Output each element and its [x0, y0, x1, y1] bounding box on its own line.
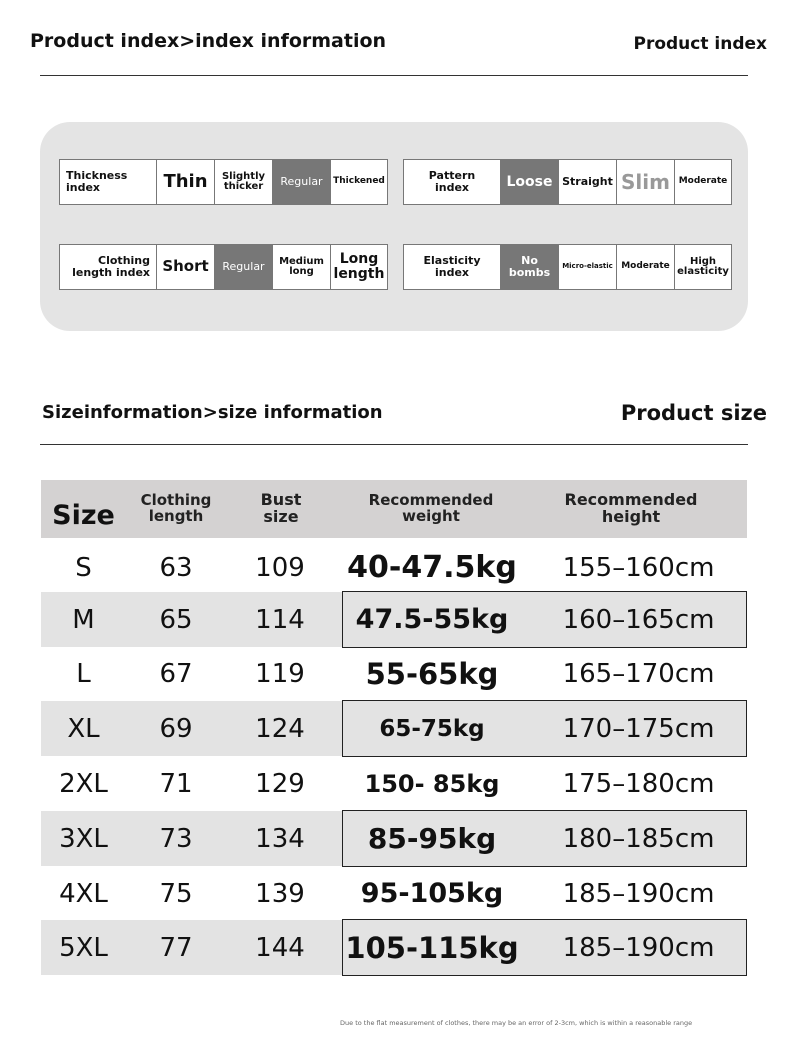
- elasticity-option-moderate: Moderate: [616, 245, 674, 289]
- cell-size: 2XL: [59, 768, 108, 799]
- cell-length: 73: [159, 823, 193, 854]
- cell-bust: 144: [255, 932, 305, 963]
- cell-size: XL: [67, 713, 100, 744]
- header-recommended-height: Recommended height: [564, 490, 698, 526]
- table-row: [41, 756, 747, 811]
- cell-height: 165–170cm: [562, 658, 715, 689]
- table-row: [41, 811, 747, 866]
- divider: [40, 444, 748, 445]
- table-row: [41, 592, 747, 647]
- length-option-regular-selected: Regular: [214, 245, 272, 289]
- cell-height: 155–160cm: [562, 552, 715, 583]
- cell-bust: 129: [255, 768, 305, 799]
- cell-size: L: [76, 658, 91, 689]
- cell-height: 180–185cm: [562, 823, 715, 854]
- cell-weight: 105-115kg: [345, 930, 519, 965]
- cell-length: 67: [159, 658, 193, 689]
- cell-weight: 47.5-55kg: [355, 604, 509, 635]
- cell-weight: 55-65kg: [365, 656, 499, 691]
- thickness-option-thickened: Thickened: [330, 160, 387, 204]
- footnote: Due to the flat measurement of clothes, there may be an error of 2-3cm, which is within a reasonable range: [340, 1019, 693, 1027]
- cell-size: 4XL: [59, 878, 108, 909]
- length-option-long-length: Long length: [330, 245, 387, 289]
- pattern-option-straight: Straight: [558, 160, 616, 204]
- section-label: Product index: [633, 34, 767, 54]
- cell-bust: 139: [255, 878, 305, 909]
- cell-length: 69: [159, 713, 193, 744]
- cell-bust: 124: [255, 713, 305, 744]
- cell-length: 65: [159, 604, 193, 635]
- table-row: [41, 540, 747, 595]
- thickness-index-label: Thickness index: [60, 160, 156, 204]
- elasticity-option-micro-elastic: Micro-elastic: [558, 245, 616, 289]
- table-row: [41, 866, 747, 921]
- cell-size: M: [72, 604, 95, 635]
- cell-height: 170–175cm: [562, 713, 715, 744]
- length-option-medium-long: Medium long: [272, 245, 330, 289]
- pattern-option-moderate: Moderate: [674, 160, 731, 204]
- elasticity-option-no-bombs-selected: No bombs: [500, 245, 558, 289]
- cell-height: 160–165cm: [562, 604, 715, 635]
- cell-size: 5XL: [59, 932, 108, 963]
- cell-weight: 95-105kg: [360, 878, 504, 909]
- cell-bust: 119: [255, 658, 305, 689]
- cell-height: 185–190cm: [562, 878, 715, 909]
- header-clothing-length: Clothing length: [140, 491, 212, 525]
- cell-size: S: [75, 552, 92, 583]
- elasticity-index-table: [403, 244, 732, 290]
- table-row: [41, 646, 747, 701]
- length-index-label: Clothing length index: [60, 245, 156, 289]
- thickness-option-slightly-thicker: Slightly thicker: [214, 160, 272, 204]
- cell-length: 75: [159, 878, 193, 909]
- pattern-option-loose-selected: Loose: [500, 160, 558, 204]
- thickness-option-thin: Thin: [156, 160, 214, 204]
- cell-weight: 65-75kg: [379, 715, 485, 742]
- pattern-index-label: Pattern index: [404, 160, 500, 204]
- table-row: [41, 701, 747, 756]
- cell-height: 175–180cm: [562, 768, 715, 799]
- elasticity-index-label: Elasticity index: [404, 245, 500, 289]
- cell-weight: 85-95kg: [367, 822, 497, 855]
- size-section-title: Sizeinformation>size information: [42, 402, 383, 423]
- size-table-header: [41, 480, 747, 538]
- thickness-option-regular-selected: Regular: [272, 160, 330, 204]
- table-row: [41, 920, 747, 975]
- thickness-index-table: [59, 159, 388, 205]
- header-bust-size: Bust size: [260, 490, 302, 526]
- cell-bust: 114: [255, 604, 305, 635]
- header-size: Size: [52, 499, 115, 531]
- divider: [40, 75, 748, 76]
- cell-bust: 134: [255, 823, 305, 854]
- size-section-label: Product size: [620, 401, 767, 425]
- cell-weight: 40-47.5kg: [347, 550, 517, 585]
- elasticity-option-high-elasticity: High elasticity: [674, 245, 731, 289]
- cell-size: 3XL: [59, 823, 108, 854]
- pattern-index-table: [403, 159, 732, 205]
- product-index-panel: [40, 122, 748, 331]
- header-recommended-weight: Recommended weight: [368, 491, 494, 525]
- page-title: Product index>index information: [30, 30, 387, 52]
- cell-length: 77: [159, 932, 193, 963]
- cell-height: 185–190cm: [562, 932, 715, 963]
- pattern-option-slim: Slim: [616, 160, 674, 204]
- cell-bust: 109: [255, 552, 305, 583]
- cell-length: 71: [159, 768, 193, 799]
- cell-length: 63: [159, 552, 193, 583]
- length-index-table: [59, 244, 388, 290]
- cell-weight: 150- 85kg: [364, 769, 500, 798]
- length-option-short: Short: [156, 245, 214, 289]
